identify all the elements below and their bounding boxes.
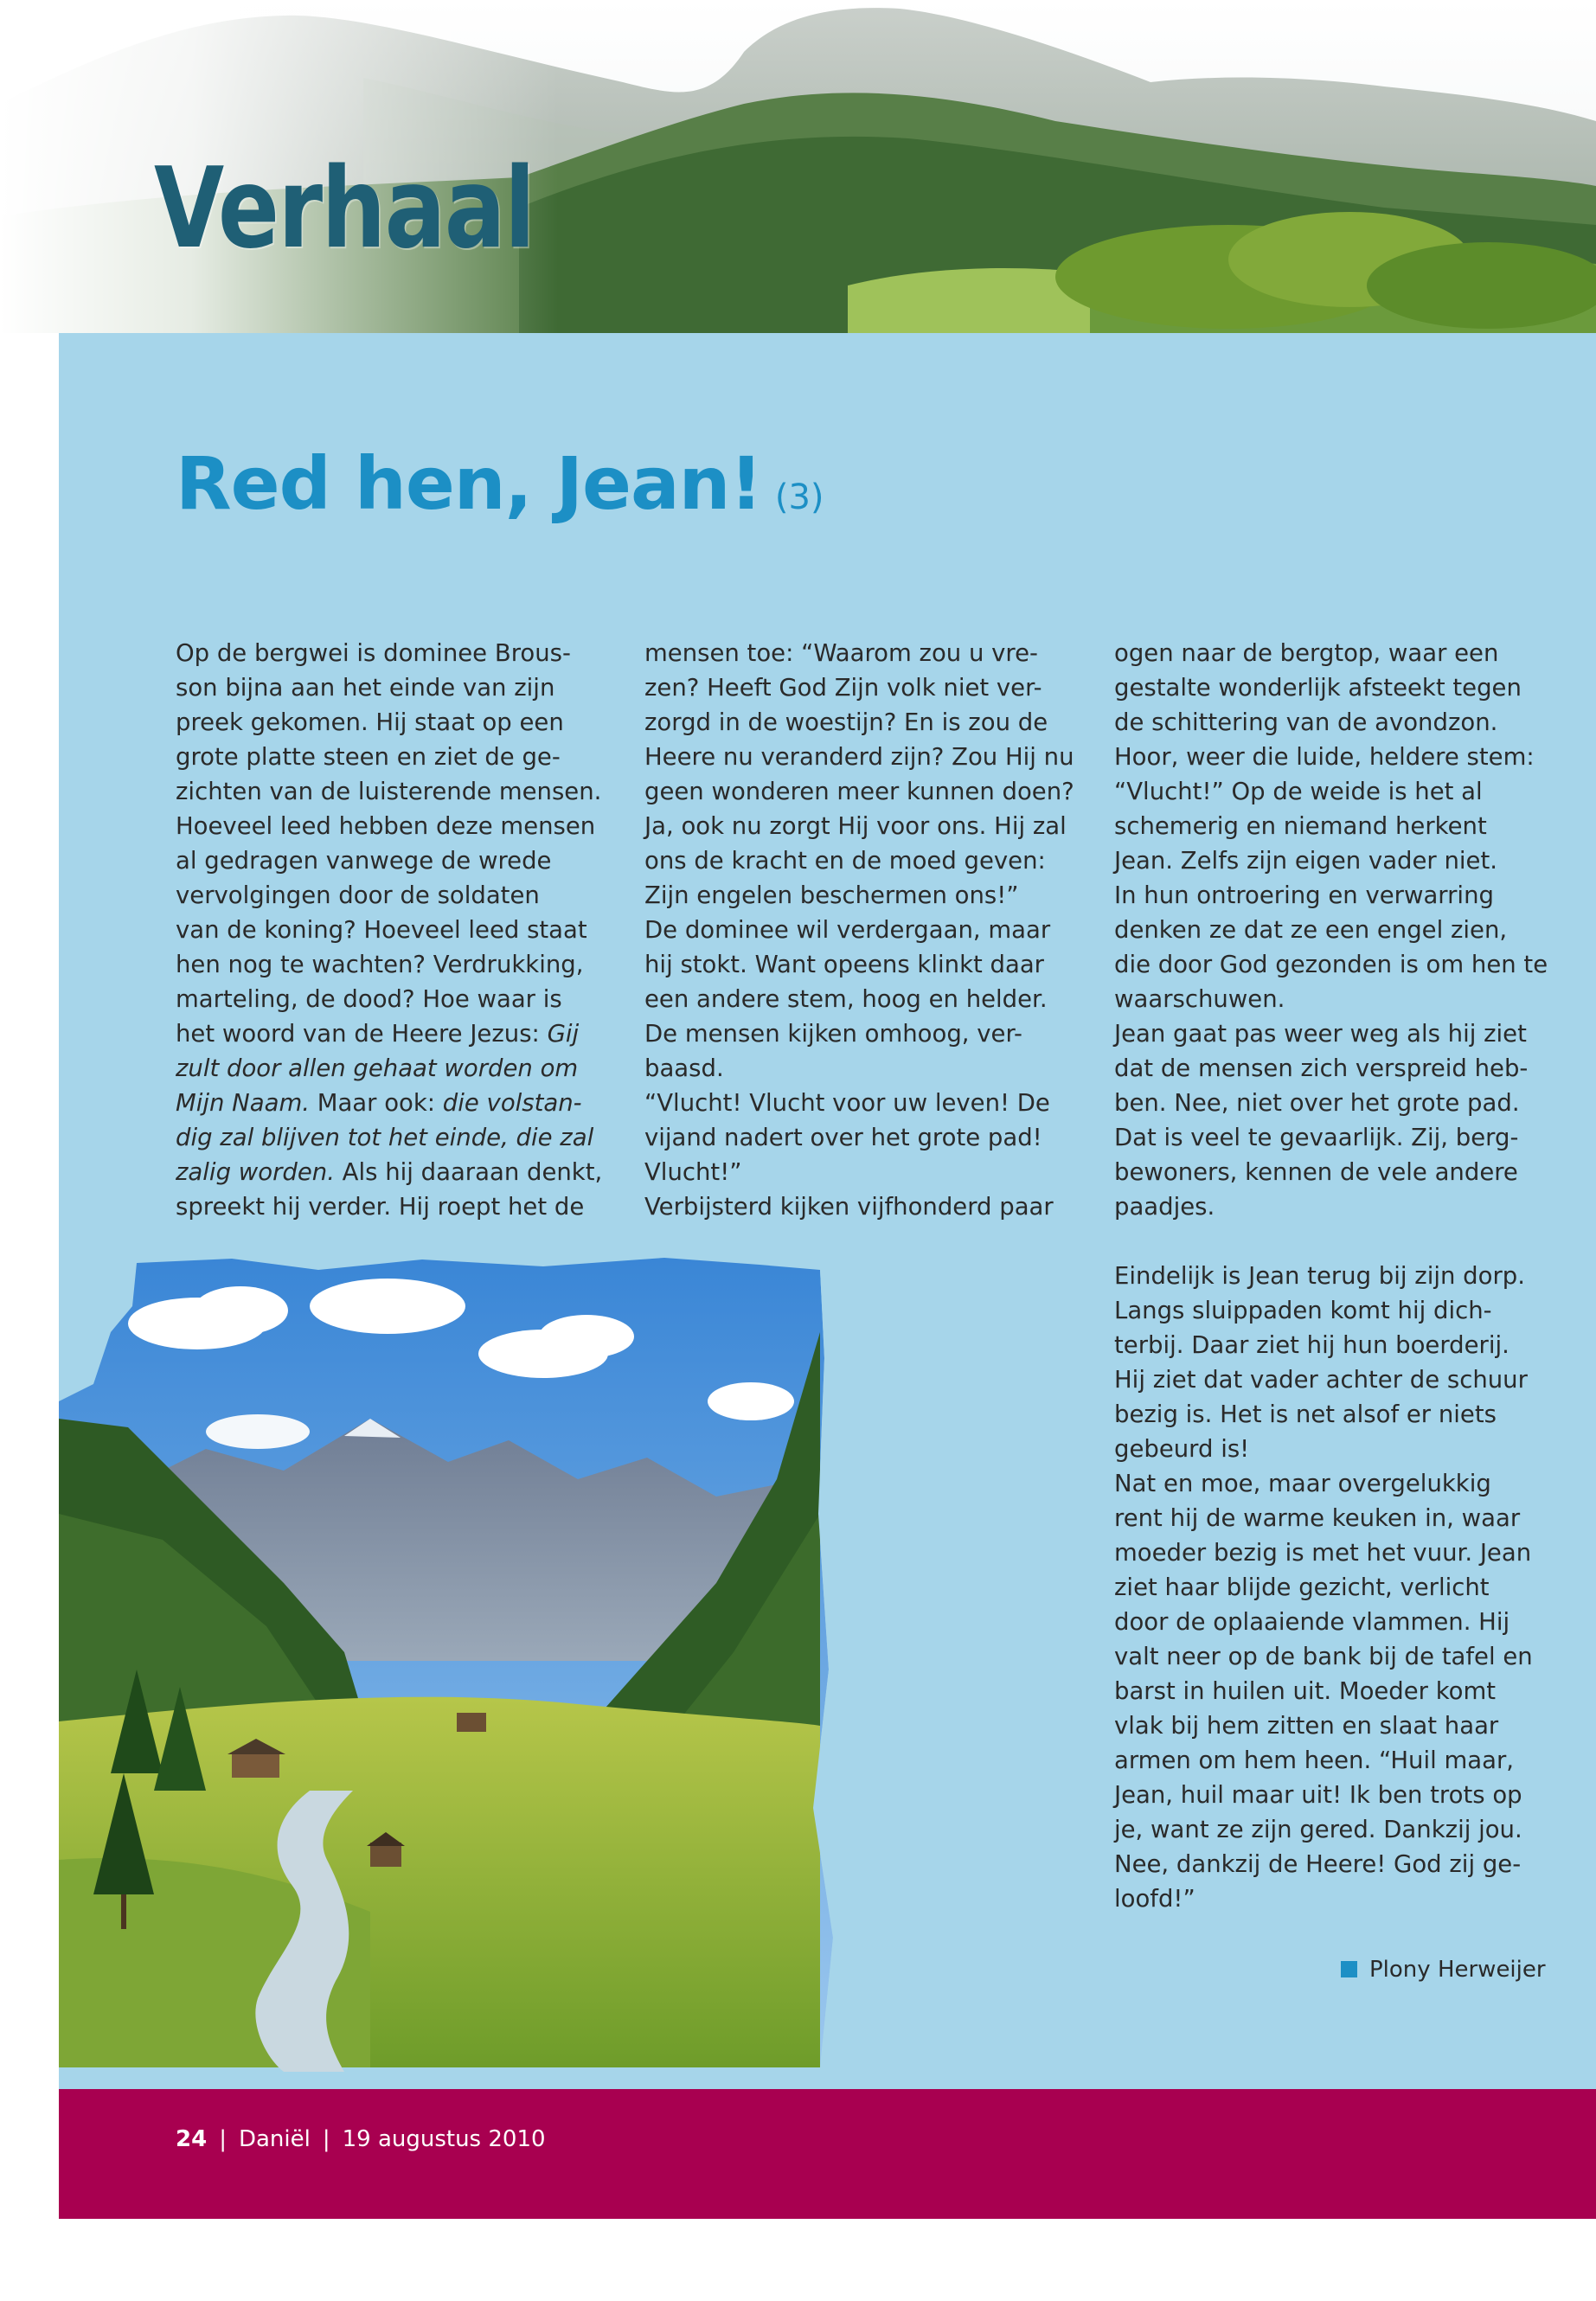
byline-square-icon bbox=[1341, 1961, 1357, 1977]
text-line: ben. Nee, niet over het grote pad. bbox=[1114, 1089, 1520, 1117]
text-line: zichten van de luisterende mensen. bbox=[176, 778, 602, 805]
text-line: Op de bergwei is dominee Brous- bbox=[176, 639, 571, 667]
quote-fragment: zult door allen gehaat worden om bbox=[176, 1054, 579, 1082]
article-title: Red hen, Jean! bbox=[176, 441, 762, 526]
text-line: van de koning? Hoeveel leed staat bbox=[176, 916, 587, 944]
text-line: barst in huilen uit. Moeder komt bbox=[1114, 1677, 1497, 1705]
text-line: mensen toe: “Waarom zou u vre- bbox=[644, 639, 1038, 667]
text-line: grote platte steen en ziet de ge- bbox=[176, 743, 561, 771]
text-line: Vlucht!” bbox=[644, 1158, 742, 1186]
text-line: Hoor, weer die luide, heldere stem: bbox=[1114, 743, 1535, 771]
footer-separator: | bbox=[219, 2126, 227, 2152]
text-fragment: het woord van de Heere Jezus: bbox=[176, 1020, 548, 1048]
quote-fragment: die volstan- bbox=[442, 1089, 582, 1117]
text-line: De dominee wil verdergaan, maar bbox=[644, 916, 1051, 944]
quote-fragment: zalig worden. bbox=[176, 1158, 335, 1186]
text-line: denken ze dat ze een engel zien, bbox=[1114, 916, 1508, 944]
text-line: Jean. Zelfs zijn eigen vader niet. bbox=[1114, 847, 1497, 875]
text-line: waarschuwen. bbox=[1114, 985, 1285, 1013]
text-line: schemerig en niemand herkent bbox=[1114, 812, 1487, 840]
author-name: Plony Herweijer bbox=[1369, 1957, 1546, 1983]
text-line: ons de kracht en de moed geven: bbox=[644, 847, 1046, 875]
text-line: Zijn engelen beschermen ons!” bbox=[644, 881, 1019, 909]
text-line: Ja, ook nu zorgt Hij voor ons. Hij zal bbox=[644, 812, 1067, 840]
text-line: son bijna aan het einde van zijn bbox=[176, 674, 555, 702]
text-line: “Vlucht! Vlucht voor uw leven! De bbox=[644, 1089, 1050, 1117]
text-line: Hij ziet dat vader achter de schuur bbox=[1114, 1366, 1528, 1394]
text-line: al gedragen vanwege de wrede bbox=[176, 847, 552, 875]
text-line: dat de mensen zich verspreid heb- bbox=[1114, 1054, 1529, 1082]
page-footer bbox=[59, 2089, 1596, 2219]
valley-photo bbox=[59, 1254, 1088, 2076]
text-line: geen wonderen meer kunnen doen? bbox=[644, 778, 1074, 805]
section-label: Verhaal bbox=[154, 144, 535, 273]
text-line: door de oplaaiende vlammen. Hij bbox=[1114, 1608, 1510, 1636]
article-episode: (3) bbox=[774, 478, 824, 517]
text-line: bezig is. Het is net alsof er niets bbox=[1114, 1400, 1497, 1428]
text-line: baasd. bbox=[644, 1054, 724, 1082]
text-line: vijand nadert over het grote pad! bbox=[644, 1124, 1042, 1151]
quote-fragment: Gij bbox=[547, 1020, 580, 1048]
text-column-3 bbox=[1114, 636, 1564, 1224]
text-line: Jean gaat pas weer weg als hij ziet bbox=[1114, 1020, 1527, 1048]
text-line: spreekt hij verder. Hij roept het de bbox=[176, 1193, 585, 1221]
text-line: moeder bezig is met het vuur. Jean bbox=[1114, 1539, 1532, 1567]
text-line: Dat is veel te gevaarlijk. Zij, berg- bbox=[1114, 1124, 1519, 1151]
text-line: In hun ontroering en verwarring bbox=[1114, 881, 1494, 909]
text-line: hij stokt. Want opeens klinkt daar bbox=[644, 951, 1044, 978]
publication-date: 19 augustus 2010 bbox=[342, 2126, 546, 2152]
text-line: bewoners, kennen de vele andere bbox=[1114, 1158, 1518, 1186]
text-fragment: Maar ook: bbox=[309, 1089, 443, 1117]
text-line: die door God gezonden is om hen te bbox=[1114, 951, 1548, 978]
quote-fragment: dig zal blijven tot het einde, die zal bbox=[176, 1124, 594, 1151]
text-column-1 bbox=[176, 636, 625, 1224]
publication-name: Daniël bbox=[238, 2126, 311, 2152]
text-column-3b bbox=[1114, 1259, 1564, 1916]
text-line bbox=[176, 1051, 625, 1086]
text-line bbox=[176, 1086, 625, 1120]
text-line: zorgd in de woestijn? En is zou de bbox=[644, 708, 1048, 736]
text-line bbox=[176, 1016, 625, 1051]
text-column-2 bbox=[644, 636, 1094, 1224]
article-title-row bbox=[176, 441, 824, 526]
text-line: de schittering van de avondzon. bbox=[1114, 708, 1498, 736]
text-line: vervolgingen door de soldaten bbox=[176, 881, 540, 909]
author-byline bbox=[1341, 1957, 1546, 1983]
footer-separator: | bbox=[322, 2126, 330, 2152]
text-line: rent hij de warme keuken in, waar bbox=[1114, 1504, 1521, 1532]
text-line: gestalte wonderlijk afsteekt tegen bbox=[1114, 674, 1522, 702]
text-line: Heere nu veranderd zijn? Zou Hij nu bbox=[644, 743, 1074, 771]
text-line: De mensen kijken omhoog, ver- bbox=[644, 1020, 1022, 1048]
text-line: “Vlucht!” Op de weide is het al bbox=[1114, 778, 1483, 805]
quote-fragment: Mijn Naam. bbox=[176, 1089, 310, 1117]
text-line: preek gekomen. Hij staat op een bbox=[176, 708, 564, 736]
text-line: armen om hem heen. “Huil maar, bbox=[1114, 1747, 1515, 1774]
text-line: terbij. Daar ziet hij hun boerderij. bbox=[1114, 1331, 1509, 1359]
footer-text bbox=[176, 2126, 546, 2152]
alpine-valley-illustration bbox=[59, 1254, 1088, 2076]
text-line: Jean, huil maar uit! Ik ben trots op bbox=[1114, 1781, 1522, 1809]
text-line: Langs sluippaden komt hij dich- bbox=[1114, 1297, 1492, 1324]
text-line: gebeurd is! bbox=[1114, 1435, 1250, 1463]
page-number: 24 bbox=[176, 2126, 208, 2152]
text-line: Verbijsterd kijken vijfhonderd paar bbox=[644, 1193, 1054, 1221]
text-line: een andere stem, hoog en helder. bbox=[644, 985, 1048, 1013]
text-line: ziet haar blijde gezicht, verlicht bbox=[1114, 1574, 1490, 1601]
text-line: Hoeveel leed hebben deze mensen bbox=[176, 812, 596, 840]
text-fragment: Als hij daaraan denkt, bbox=[334, 1158, 603, 1186]
text-line: Eindelijk is Jean terug bij zijn dorp. bbox=[1114, 1262, 1525, 1290]
text-line: je, want ze zijn gered. Dankzij jou. bbox=[1114, 1816, 1522, 1843]
text-line: paadjes. bbox=[1114, 1193, 1215, 1221]
text-line: loofd!” bbox=[1114, 1885, 1195, 1913]
text-line: zen? Heeft God Zijn volk niet ver- bbox=[644, 674, 1042, 702]
text-line bbox=[176, 1120, 625, 1155]
text-line: hen nog te wachten? Verdrukking, bbox=[176, 951, 584, 978]
text-line: vlak bij hem zitten en slaat haar bbox=[1114, 1712, 1499, 1740]
text-line: valt neer op de bank bij de tafel en bbox=[1114, 1643, 1533, 1670]
text-line bbox=[176, 1155, 625, 1189]
header-mountain-image bbox=[0, 0, 1596, 333]
text-line: marteling, de dood? Hoe waar is bbox=[176, 985, 562, 1013]
text-line: ogen naar de bergtop, waar een bbox=[1114, 639, 1499, 667]
text-line: Nat en moe, maar overgelukkig bbox=[1114, 1470, 1491, 1497]
text-line: Nee, dankzij de Heere! God zij ge- bbox=[1114, 1850, 1522, 1878]
